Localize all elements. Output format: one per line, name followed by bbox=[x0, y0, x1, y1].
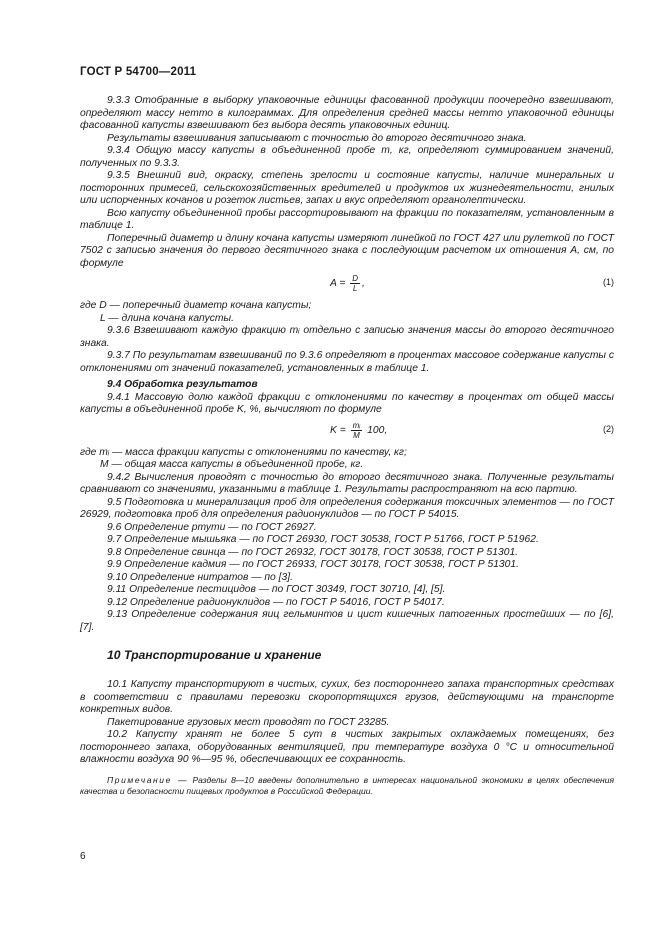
paragraph-9-3-5: 9.3.5 Внешний вид, окраску, степень зрелости и состояние капусты, наличие минеральных и посторонних примесей, сельскохозяйственных вредителей и продуктов их жизнедеятельности, гнилых или испорченных кочанов и розеток листьев, запах и вкус определяют органолептически. bbox=[80, 170, 614, 206]
formula-1-number: (1) bbox=[603, 277, 614, 287]
document-body bbox=[80, 95, 614, 805]
paragraph-9-9: 9.9 Определение кадмия — по ГОСТ 26933, ГОСТ 30178, ГОСТ 30538, ГОСТ Р 51301. bbox=[107, 559, 519, 570]
formula-1-denominator: L bbox=[352, 284, 358, 293]
where-2-line-2: M — общая масса капусты в объединенной пробе, кг. bbox=[100, 459, 364, 470]
paragraph-9-7: 9.7 Определение мышьяка — по ГОСТ 26930, ГОСТ 30538, ГОСТ Р 51766, ГОСТ Р 51962. bbox=[107, 534, 539, 545]
subsection-heading-9-4: 9.4 Обработка результатов bbox=[107, 379, 258, 390]
paragraph-9-3-3: 9.3.3 Отобранные в выборку упаковочные единицы фасованной продукции поочередно взвешивают, определяют массу нетто в килограммах. Для определения средней массы нетто упаковочной единицы фасованной капусты взвешивают без выбора десять упаковочных единиц. bbox=[80, 95, 614, 131]
where-2-line-1: где mᵢ — масса фракции капусты с отклонениями по качеству, кг; bbox=[80, 446, 407, 458]
section-heading-10: 10 Транспортирование и хранение bbox=[107, 648, 322, 662]
formula-2-tail: 100, bbox=[367, 424, 388, 436]
paragraph-diameter: Поперечный диаметр и длину кочана капусты измеряют линейкой по ГОСТ 427 или рулеткой по ГОСТ 7502 с записью значения до первого десятичного знака с последующим расчетом их отношения А, см, по формуле bbox=[80, 232, 614, 269]
formula-2-number: (2) bbox=[603, 423, 614, 434]
formula-2-lhs: K = bbox=[330, 424, 346, 436]
formula-2-denominator: M bbox=[353, 430, 360, 440]
formula-1-lhs: A = bbox=[330, 278, 346, 290]
formula-1 bbox=[80, 270, 614, 300]
formula-2-numerator: mᵢ bbox=[352, 420, 361, 430]
paragraph-results: Результаты взвешивания записывают с точностью до второго десятичного знака. bbox=[107, 132, 527, 144]
paragraph-10-1: 10.1 Капусту транспортируют в чистых, сухих, без постороннего запаха транспортных средствах в соответствии с правилами перевозки скоропортящихся грузов, действующими на транспорте конкретных видов. bbox=[80, 679, 614, 715]
paragraph-9-3-6: 9.3.6 Взвешивают каждую фракцию mᵢ отдельно с записью значения массы до второго десятичного знака. bbox=[80, 325, 614, 349]
paragraph-9-3-4: 9.3.4 Общую массу капусты в объединенной пробе m, кг, определяют суммированием значений, полученных по 9.3.3. bbox=[80, 145, 614, 169]
paragraph-9-11: 9.11 Определение пестицидов — по ГОСТ 30349, ГОСТ 30710, [4], [5]. bbox=[107, 584, 446, 595]
formula-1-fraction bbox=[350, 274, 360, 293]
note-label: Примечание — bbox=[107, 774, 189, 785]
paragraph-10-2: 10.2 Капусту хранят не более 5 сут в чистых закрытых охлаждаемых помещениях, без постороннего запаха, оборудованных вентиляцией, при температуре воздуха 0 °С и относительной влажности воздуха 90 %—95 %, обеспечивающих ее сохранность. bbox=[80, 729, 614, 765]
paragraph-9-5: 9.5 Подготовка и минерализация проб для определения содержания токсичных элементов — по ГОСТ 26929, подготовка проб для определения радионуклидов — по ГОСТ Р 54015. bbox=[80, 496, 614, 520]
paragraph-packaging: Пакетирование грузовых мест проводят по ГОСТ 23285. bbox=[107, 716, 390, 728]
paragraph-sorting: Всю капусту объединенной пробы рассортировывают на фракции по показателям, установленным в таблице 1. bbox=[80, 207, 614, 231]
where-1-line-2: L — длина кочана капусты. bbox=[100, 312, 234, 324]
formula-1-tail: , bbox=[362, 278, 365, 290]
paragraph-9-4-2: 9.4.2 Вычисления проводят с точностью до второго десятичного знака. Полученные результаты сравнивают со значениями, указанными в таблице 1. Результаты распространяют на всю партию. bbox=[80, 471, 614, 495]
paragraph-9-10: 9.10 Определение нитратов — по [3]. bbox=[107, 571, 293, 583]
paragraph-9-8: 9.8 Определение свинца — по ГОСТ 26932, ГОСТ 30178, ГОСТ 30538, ГОСТ Р 51301. bbox=[107, 546, 519, 558]
paragraph-9-6: 9.6 Определение ртути — по ГОСТ 26927. bbox=[107, 521, 317, 533]
paragraph-9-12: 9.12 Определение радионуклидов — по ГОСТ Р 54016, ГОСТ Р 54017. bbox=[107, 596, 445, 608]
paragraph-9-3-7: 9.3.7 По результатам взвешиваний по 9.3.6 определяют в процентах массовое содержание капусты с отклонениями от значений показателей, установленных в таблице 1. bbox=[80, 350, 614, 374]
page-number: 6 bbox=[80, 851, 86, 862]
formula-2-fraction bbox=[351, 421, 363, 440]
note-text: Разделы 8—10 введены дополнительно в интересах национальной экономики в целях обеспечения качества и безопасности пищевых продуктов в Российской Федерации. bbox=[80, 774, 614, 796]
note bbox=[80, 775, 614, 797]
where-1-line-1: где D — поперечный диаметр кочана капусты; bbox=[80, 300, 312, 311]
paragraph-9-4-1: 9.4.1 Массовую долю каждой фракции с отклонениями по качеству в процентах от общей массы капусты в объединенной пробе K, %, вычисляют по формуле bbox=[80, 391, 614, 415]
formula-2 bbox=[80, 417, 614, 447]
document-header: ГОСТ Р 54700—2011 bbox=[80, 66, 197, 78]
formula-1-numerator: D bbox=[352, 274, 359, 283]
paragraph-9-13: 9.13 Определение содержания яиц гельминтов и цист кишечных патогенных простейших — по [6], [7]. bbox=[80, 609, 614, 633]
